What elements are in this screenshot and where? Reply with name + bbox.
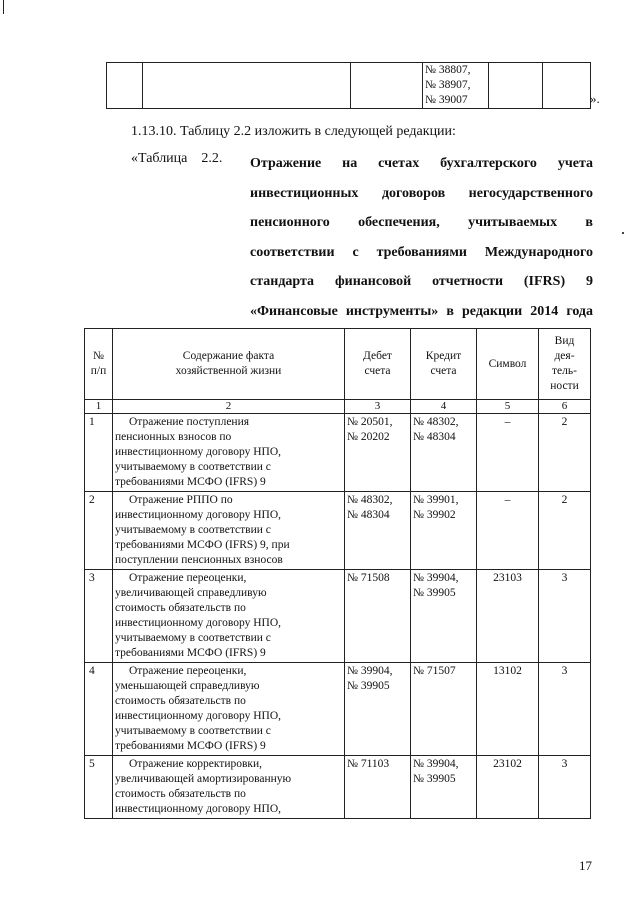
row-activity: 3 bbox=[539, 756, 591, 819]
header-credit bbox=[411, 329, 477, 400]
content-line: стоимость обязательств по bbox=[115, 602, 246, 614]
header-text: счета bbox=[430, 365, 457, 377]
debit-line: № 48304 bbox=[347, 509, 390, 521]
caption-line: «Финансовые инструменты» в редакции 2014 года bbox=[250, 303, 593, 319]
content-line: Отражение корректировки, bbox=[129, 758, 263, 770]
header-num bbox=[85, 329, 113, 400]
content-line: учитываемому в соответствии с bbox=[115, 461, 271, 473]
amendment-paragraph: 1.13.10. Таблицу 2.2 изложить в следующей редакции: bbox=[131, 124, 456, 139]
content-line: инвестиционному договору НПО, bbox=[115, 617, 282, 629]
row-debit bbox=[345, 492, 411, 570]
credit-line: № 39007 bbox=[425, 94, 468, 106]
table-cell bbox=[351, 63, 423, 109]
table-row bbox=[85, 570, 591, 663]
table-header-row bbox=[85, 329, 591, 400]
scan-edge-mark bbox=[3, 0, 4, 14]
row-activity: 2 bbox=[539, 492, 591, 570]
header-text: дея- bbox=[554, 350, 575, 362]
header-text: Кредит bbox=[425, 350, 462, 362]
header-text: Содержание факта bbox=[182, 350, 275, 362]
header-text: счета bbox=[364, 365, 391, 377]
credit-line: № 48302, bbox=[413, 416, 459, 428]
table-row bbox=[85, 492, 591, 570]
row-activity: 3 bbox=[539, 663, 591, 756]
row-number: 2 bbox=[85, 492, 113, 570]
table-body bbox=[85, 414, 591, 819]
debit-line: № 20501, bbox=[347, 416, 393, 428]
caption-line: стандарта финансовой отчетности (IFRS) 9 bbox=[250, 274, 593, 289]
debit-line: № 20202 bbox=[347, 431, 390, 443]
column-number: 3 bbox=[345, 400, 411, 414]
table-row bbox=[85, 414, 591, 492]
debit-line: № 39904, bbox=[347, 665, 393, 677]
column-number-row bbox=[85, 400, 591, 414]
row-symbol: – bbox=[477, 492, 539, 570]
row-content bbox=[113, 570, 345, 663]
scan-dot-mark bbox=[622, 232, 624, 234]
table-cell bbox=[489, 63, 543, 109]
caption-line: соответствии с требованиями Международного bbox=[250, 244, 593, 260]
table-cell bbox=[543, 63, 591, 109]
row-content bbox=[113, 414, 345, 492]
row-debit bbox=[345, 756, 411, 819]
header-text: Дебет bbox=[363, 350, 392, 362]
content-line: увеличивающей амортизированную bbox=[115, 773, 292, 785]
header-text: тель- bbox=[552, 365, 577, 377]
content-line: инвестиционному договору НПО, bbox=[115, 446, 282, 458]
debit-line: № 71508 bbox=[347, 572, 390, 584]
caption-line: пенсионного обеспечения, учитываемых в bbox=[250, 215, 593, 230]
row-symbol: 23102 bbox=[477, 756, 539, 819]
content-line: инвестиционному договору НПО, bbox=[115, 710, 282, 722]
row-debit bbox=[345, 414, 411, 492]
column-number: 6 bbox=[539, 400, 591, 414]
content-line: учитываемому в соответствии с bbox=[115, 632, 271, 644]
credit-line: № 48304 bbox=[413, 431, 456, 443]
content-line: требованиями МСФО (IFRS) 9 bbox=[115, 740, 266, 752]
content-line: Отражение переоценки, bbox=[129, 572, 247, 584]
credit-line: № 71507 bbox=[413, 665, 456, 677]
row-credit bbox=[411, 414, 477, 492]
table-caption-label: «Таблица 2.2. bbox=[131, 151, 223, 166]
content-line: требованиями МСФО (IFRS) 9 bbox=[115, 476, 266, 488]
row-symbol: – bbox=[477, 414, 539, 492]
debit-line: № 39905 bbox=[347, 680, 390, 692]
header-text: п/п bbox=[90, 365, 107, 377]
credit-line: № 39902 bbox=[413, 509, 456, 521]
content-line: инвестиционному договору НПО, bbox=[115, 803, 282, 815]
header-text: хозяйственной жизни bbox=[175, 365, 282, 377]
row-number: 1 bbox=[85, 414, 113, 492]
content-line: стоимость обязательств по bbox=[115, 788, 246, 800]
table-row bbox=[85, 756, 591, 819]
row-activity: 2 bbox=[539, 414, 591, 492]
row-activity: 3 bbox=[539, 570, 591, 663]
header-debit bbox=[345, 329, 411, 400]
header-text: Вид bbox=[554, 335, 575, 347]
row-credit bbox=[411, 570, 477, 663]
credit-cell bbox=[423, 63, 489, 109]
row-debit bbox=[345, 663, 411, 756]
content-line: стоимость обязательств по bbox=[115, 695, 246, 707]
row-credit bbox=[411, 492, 477, 570]
content-line: Отражение РППО по bbox=[129, 494, 233, 506]
header-content bbox=[113, 329, 345, 400]
credit-line: № 38907, bbox=[425, 79, 471, 91]
header-text: № bbox=[93, 350, 104, 362]
row-number: 3 bbox=[85, 570, 113, 663]
column-number: 4 bbox=[411, 400, 477, 414]
caption-line: инвестиционных договоров негосударственного bbox=[250, 185, 593, 201]
header-text: ности bbox=[550, 380, 579, 392]
credit-line: № 38807, bbox=[425, 64, 471, 76]
row-content bbox=[113, 756, 345, 819]
debit-line: № 71103 bbox=[347, 758, 390, 770]
table-row bbox=[107, 63, 591, 109]
content-line: уменьшающей справедливую bbox=[115, 680, 260, 692]
row-number: 4 bbox=[85, 663, 113, 756]
table-row bbox=[85, 663, 591, 756]
content-line: Отражение поступления bbox=[129, 416, 250, 428]
content-line: требованиями МСФО (IFRS) 9 bbox=[115, 647, 266, 659]
header-symbol: Символ bbox=[477, 329, 539, 400]
credit-line: № 39904, bbox=[413, 758, 459, 770]
row-symbol: 13102 bbox=[477, 663, 539, 756]
header-activity bbox=[539, 329, 591, 400]
table-caption-title bbox=[250, 149, 593, 326]
content-line: требованиями МСФО (IFRS) 9, при bbox=[115, 539, 290, 551]
credit-line: № 39904, bbox=[413, 572, 459, 584]
row-content bbox=[113, 663, 345, 756]
debit-line: № 48302, bbox=[347, 494, 393, 506]
row-credit bbox=[411, 663, 477, 756]
content-line: Отражение переоценки, bbox=[129, 665, 247, 677]
content-line: пенсионных взносов по bbox=[115, 431, 232, 443]
page-number: 17 bbox=[579, 858, 592, 873]
row-credit bbox=[411, 756, 477, 819]
accounting-table bbox=[84, 328, 591, 819]
content-line: увеличивающей справедливую bbox=[115, 587, 267, 599]
column-number: 1 bbox=[85, 400, 113, 414]
credit-line: № 39905 bbox=[413, 587, 456, 599]
content-line: учитываемому в соответствии с bbox=[115, 725, 271, 737]
previous-table-fragment bbox=[106, 62, 591, 109]
column-number: 5 bbox=[477, 400, 539, 414]
row-debit bbox=[345, 570, 411, 663]
table-cell bbox=[107, 63, 143, 109]
credit-line: № 39901, bbox=[413, 494, 459, 506]
row-symbol: 23103 bbox=[477, 570, 539, 663]
closing-quote: ». bbox=[590, 91, 600, 106]
row-content bbox=[113, 492, 345, 570]
row-number: 5 bbox=[85, 756, 113, 819]
content-line: поступлении пенсионных взносов bbox=[115, 554, 283, 566]
caption-line: Отражение на счетах бухгалтерского учета bbox=[250, 156, 593, 171]
credit-line: № 39905 bbox=[413, 773, 456, 785]
content-line: учитываемому в соответствии с bbox=[115, 524, 271, 536]
column-number: 2 bbox=[113, 400, 345, 414]
table-cell bbox=[143, 63, 351, 109]
content-line: инвестиционному договору НПО, bbox=[115, 509, 282, 521]
